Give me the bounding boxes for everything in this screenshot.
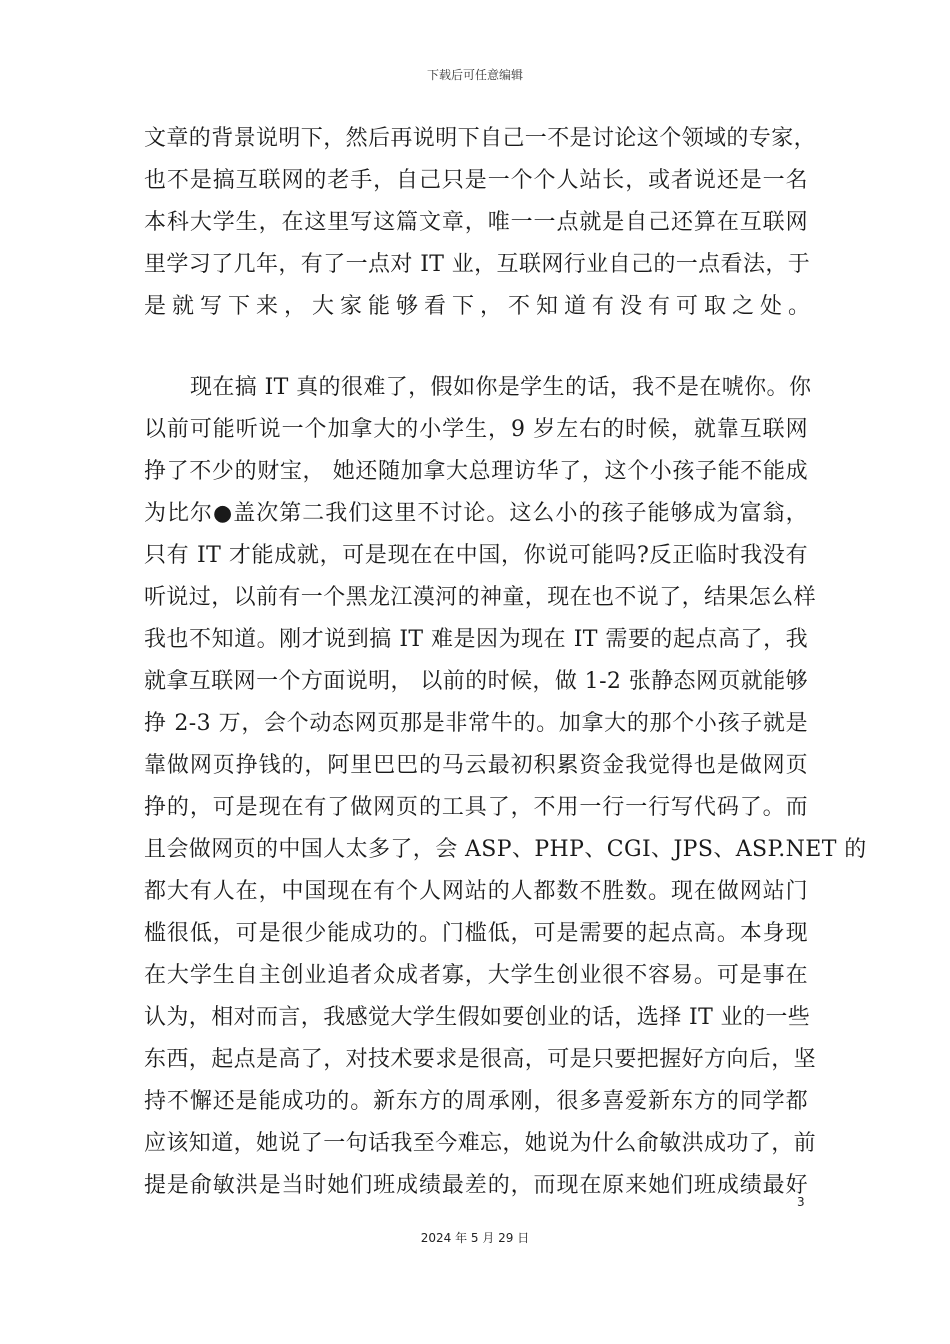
- text-line: 也不是搞互联网的老手，自己只是一个个人站长，或者说还是一名: [144, 168, 808, 193]
- text-line: 槛很低，可是很少能成功的。门槛低，可是需要的起点高。本身现: [144, 921, 808, 946]
- text-line: 靠做网页挣钱的，阿里巴巴的马云最初积累资金我觉得也是做网页: [144, 753, 808, 778]
- text-line: 我也不知道。刚才说到搞 IT 难是因为现在 IT 需要的起点高了，我: [144, 627, 808, 652]
- paragraph-main: [144, 367, 867, 1207]
- text-line: 挣 2-3 万，会个动态网页那是非常牛的。加拿大的那个小孩子就是: [144, 711, 808, 736]
- text-line: 以前可能听说一个加拿大的小学生，9 岁左右的时候，就靠互联网: [144, 417, 808, 442]
- page-header: 下载后可任意编辑: [426, 68, 523, 82]
- text-line: 就拿互联网一个方面说明， 以前的时候，做 1-2 张静态网页就能够: [144, 669, 808, 694]
- text-line: 应该知道，她说了一句话我至今难忘，她说为什么俞敏洪成功了，前: [144, 1131, 817, 1156]
- text-line: 持不懈还是能成功的。新东方的周承刚，很多喜爱新东方的同学都: [144, 1089, 808, 1114]
- text-line: 挣了不少的财宝， 她还随加拿大总理访华了，这个小孩子能不能成: [144, 459, 808, 484]
- text-line: 都大有人在，中国现在有个人网站的人都数不胜数。现在做网站门: [144, 879, 808, 904]
- paragraph-intro: [144, 118, 817, 328]
- text-line: 现在搞 IT 真的很难了，假如你是学生的话，我不是在唬你。你: [190, 375, 812, 400]
- text-line: 认为，相对而言，我感觉大学生假如要创业的话，选择 IT 业的一些: [144, 1005, 811, 1030]
- text-line: 里学习了几年，有了一点对 IT 业，互联网行业自己的一点看法，于: [144, 252, 811, 277]
- page-footer-date: 2024 年 5 月 29 日: [420, 1231, 530, 1245]
- text-line: 东西，起点是高了，对技术要求是很高，可是只要把握好方向后，坚: [144, 1047, 817, 1072]
- text-line: 本科大学生，在这里写这篇文章，唯一一点就是自己还算在互联网: [144, 210, 808, 235]
- text-line: 为比尔●盖次第二我们这里不讨论。这么小的孩子能够成为富翁，: [144, 501, 808, 526]
- text-line: 在大学生自主创业追者众成者寡，大学生创业很不容易。可是事在: [144, 963, 808, 988]
- text-line: 只有 IT 才能成就，可是现在在中国，你说可能吗?反正临时我没有: [144, 543, 808, 568]
- text-line: 挣的，可是现在有了做网页的工具了，不用一行一行写代码了。而: [144, 795, 808, 820]
- text-line: 是就写下来，大家能够看下，不知道有没有可取之处。: [144, 294, 817, 319]
- text-line: 提是俞敏洪是当时她们班成绩最差的，而现在原来她们班成绩最好: [144, 1173, 808, 1198]
- text-line: 听说过，以前有一个黑龙江漠河的神童，现在也不说了，结果怎么样: [144, 585, 817, 610]
- text-line: 且会做网页的中国人太多了，会 ASP、PHP、CGI、JPS、ASP.NET 的: [144, 837, 867, 862]
- page-number: 3: [797, 1195, 805, 1209]
- text-line: 文章的背景说明下，然后再说明下自己一不是讨论这个领域的专家，: [144, 126, 817, 151]
